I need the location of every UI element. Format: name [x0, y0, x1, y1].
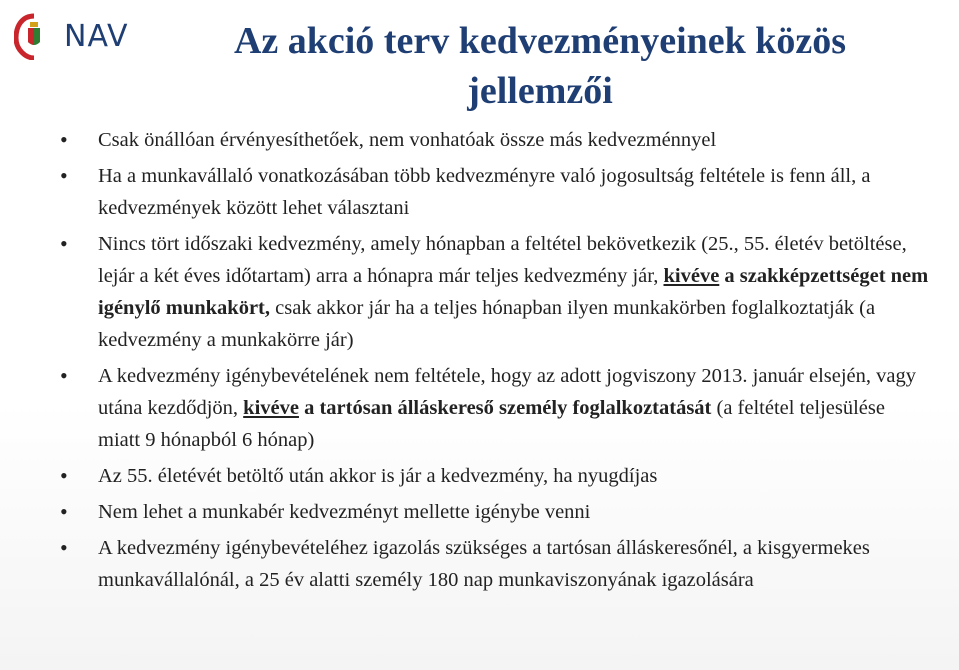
- bullet-item: [60, 460, 930, 492]
- bullet-underlined-text: kivéve: [663, 265, 720, 287]
- bullet-bold-text: a tartósan álláskereső személy foglalkoztatását: [298, 397, 712, 419]
- bullet-text: A kedvezmény igénybevételéhez igazolás szükséges a tartósan álláskeresőnél, a kisgyermekes munkavállalónál, a 25 év alatti személy 180 nap munkaviszonyának igazolására: [98, 537, 870, 591]
- bullet-text: Nincs tört időszaki kedvezmény, amely hónapban a feltétel bekövetkezik (25., 55. életév betöltése, lejár a két éves időtartam) arra a hónapra már teljes kedvezmény jár,: [98, 233, 907, 287]
- bullet-underlined-text: kivéve: [243, 397, 299, 419]
- bullet-text: csak akkor jár ha a teljes hónapban ilyen munkakörben foglalkoztatják (a kedvezmény a munkakörre jár): [98, 297, 876, 351]
- bullet-list: [60, 124, 930, 600]
- bullet-item: [60, 228, 930, 356]
- bullet-item: [60, 532, 930, 596]
- bullet-text: Az 55. életévét betöltő után akkor is jár a kedvezmény, ha nyugdíjas: [98, 465, 658, 487]
- nav-logo: [14, 12, 129, 60]
- bullet-text: A kedvezmény igénybevételének nem feltétele, hogy az adott jogviszony 2013. január elsején, vagy utána kezdődjön,: [98, 365, 917, 419]
- bullet-item: [60, 496, 930, 528]
- bullet-bold-text: a szakképzettséget nem igénylő munkakört,: [98, 265, 929, 319]
- bullet-item: [60, 360, 930, 456]
- bullet-item: [60, 124, 930, 156]
- bullet-text: Ha a munkavállaló vonatkozásában több kedvezményre való jogosultság feltétele is fenn áll, a kedvezmények között lehet választani: [98, 165, 871, 219]
- nav-emblem-icon: [14, 12, 54, 60]
- bullet-text: (a feltétel teljesülése miatt 9 hónapból 6 hónap): [98, 397, 885, 451]
- slide-title: Az akció terv kedvezményeinek közös jellemzői: [233, 20, 847, 112]
- nav-logo-text: NAV: [64, 18, 129, 54]
- bullet-item: [60, 160, 930, 224]
- bullet-text: Nem lehet a munkabér kedvezményt mellette igénybe venni: [98, 501, 591, 523]
- bullet-text: Csak önállóan érvényesíthetőek, nem vonhatóak össze más kedvezménnyel: [98, 129, 717, 151]
